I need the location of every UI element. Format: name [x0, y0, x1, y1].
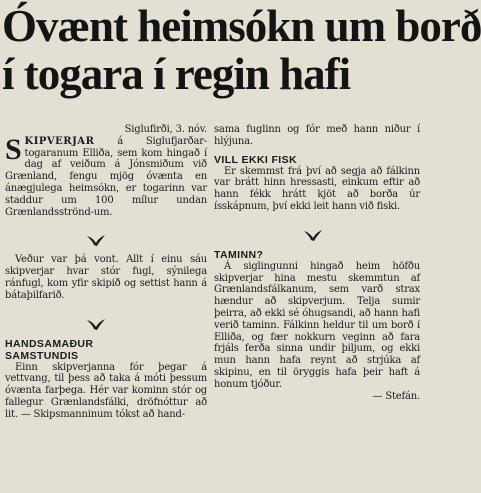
lead-text: á Siglufjarðar-togaranum Elliða, sem kom hingað í dag af veiðum á Jónsmiðum við Grænland, fengu mjög óvænta en ánægjulega heimsókn, er togarinn var staddur um 100 mílur undan Grænlandsströnd-um. [5, 135, 207, 218]
subhead-no-fish: VILL EKKI FISK [214, 153, 297, 166]
drop-cap: S [5, 132, 22, 166]
bird-ornament-icon [302, 227, 324, 243]
subhead-captured [5, 338, 207, 362]
dateline: Siglufirði, 3. nóv. [124, 124, 207, 135]
subhead-captured-line-1: HANDSAMAÐUR [5, 337, 94, 350]
paragraph-no-fish: Er skemmst frá því að segja að fálkinn var brátt hinn hressasti, einkum eftir að hann fékk hrátt kjöt að borða úr ísskápnum, því ekki leit hann við fiski. [214, 165, 420, 212]
lead-paragraph [5, 132, 207, 219]
paragraph-captured: Einn skipverjanna fór þegar á vettvang, til þess að taka á móti þessum óvænta farþega. Hér var kominn stór og fallegur Grænlandsfálki, dröfnóttur að lit. — Skipsmanninum tókst að hand- [5, 361, 207, 420]
headline-line-2: í togara í regin hafi [2, 49, 351, 99]
paragraph-weather: Veður var þá vont. Allt í einu sáu skipverjar hvar stór fugl, sýnilega ránfugl, kom yfir skipið og settist hann á bátaþilfarið. [5, 254, 207, 301]
subhead-captured-line-2: SAMSTUNDIS [5, 349, 79, 362]
bird-ornament-icon [85, 316, 107, 332]
headline-line-1: Óvænt heimsókn um borð [2, 1, 481, 51]
bird-ornament-icon [85, 232, 107, 248]
right-column [214, 124, 420, 402]
signature: — Stefán. [372, 390, 420, 402]
paragraph-tamed: Á siglingunni hingað heim höfðu skipverjar hina mestu skemmtun af Grænlandsfálkanum, sem varð strax hændur að skipverjum. Telja sumir þeirra, að ekki sé óhugsandi, að hann hafi verið taminn. Fálkinn heldur til um borð í Elliða, og fær nokkurn veginn að fara frjáls ferða sinna undir þiljum, og ekki mun hann hafa reynt að strjúka af skipinu, en til öryggis hafa þeir haft á honum tjóður. [214, 260, 420, 390]
lead-first-word: KIPVERJAR [24, 135, 95, 147]
left-column [5, 124, 207, 421]
headline [2, 1, 481, 99]
paragraph-continued: sama fuglinn og fór með hann niður í hlýjuna. [214, 124, 420, 147]
subhead-tamed: TAMINN? [214, 248, 264, 261]
